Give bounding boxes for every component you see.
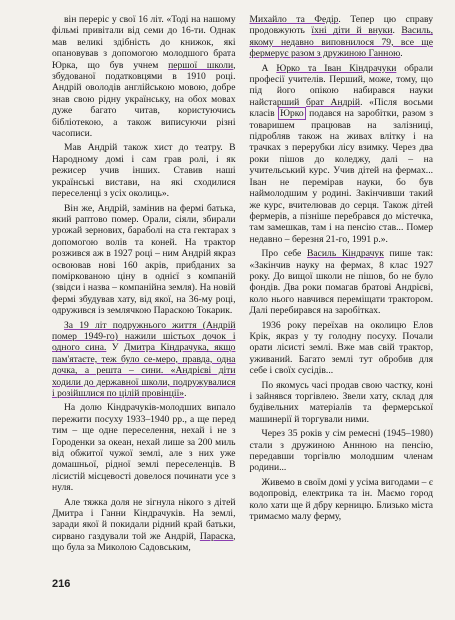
text-run: . [400,48,403,60]
underlined-text: першої школи [168,59,234,71]
paragraph [250,428,434,474]
underlined-text: Василь, якому недавно виповнилося 79, все ще фермерує разом з дружиною Ганною [249,25,433,60]
underlined-text: Михайло та Федір [249,14,339,25]
text-run: пише так: «Закінчив науку на фермах, 8 клас 1927 року. До вищої школи не пішов, бо не було фондів. Два роки помагав братові Андрієві, коло нього навчився переміщати трактором. Далі перебирався на заробітках. [249,248,434,317]
text-run: , збудованої податковцями в 1910 році. Андрій оволодів англійською мовою, добре знав свою рідну українську, на обох мовах дуже багато читав, користуючись бібліотекою, а також виписуючи різні часописи. [52,59,236,140]
text-run: У [106,342,124,354]
boxed-text: Юрко [280,108,304,120]
text-run: . [184,388,187,399]
text-run: На долю Кіндрачуків-молодших випало пережити посуху 1933–1940 рр., а ще перед тим – ще одне переселення, нехай і не з Городенки за океан, нехай лише за 200 миль від обжитої чужої землі, але з них уже домашньої, рідної землі переселенців. В лісистій місцевості довелося починати усе з нуля. [52,402,236,494]
underlined-text: Параска [199,530,234,542]
text-run: . «Після восьми класів [249,96,433,120]
left-column [52,14,236,557]
underlined-text: За 19 літ подружнього життя (Андрій помер 1949-го) нажили шістьох дочок і одного сина. [52,319,236,354]
text-run: , що була за Миколою Садовським, [52,530,236,554]
underlined-text: брат Андрій [305,96,361,108]
text-run: По якомусь часі продав свою частку, коні і зайнявся торгівлею. Звели хату, склад для будівельних матеріалів та фермерської машинерії й торгували ними. [249,379,433,425]
text-run: А [261,62,277,74]
underlined-text: Василь Кіндрачук [306,248,384,260]
paragraph [52,203,236,317]
text-columns [52,14,433,557]
underlined-text: Дмитра Кіндрачука [123,342,207,354]
paragraph [250,14,434,60]
underlined-text: , якщо пам'ятаєте, теж було се-меро, правда, одна дочка, а решта – сини [52,342,236,377]
text-run: Про себе [261,248,307,260]
text-run: обрали професії учителів. Перший, може, тому, що під його опікою набирався науки найстарший [249,62,433,108]
paragraph [250,320,434,377]
underlined-text: . «Андрієві діти ходили до державної школи, подружувалися і розійшлися по цілій провінції» [52,365,236,399]
text-run: Мав Андрій також хист до театру. В Народному домі і сам грав ролі, і як режисер учив інших. Ставив наші українські вистави, на які сходилися переселенці з усіх околиць». [52,142,236,200]
text-run: Живемо в своїм домі у усіма вигодами – є водопровід, електрика та ін. Маємо город коло хати ще й дбру керницю. Близько міста тримаємо малу ферму, [249,476,433,523]
underlined-text: їхні діти й внуки [311,25,393,37]
text-run: Через 35 років у сім ремесні (1945–1980) стали з дружиною Аннною на пенсію, передавши торгівлю молодшим членам родини... [249,428,433,474]
text-run: подався на заробітки, разом з товаришем працював на залізниці, підробляв також на живах влітку і на трачках з перерубки лісу взимку. Через два роки пішов до коледжу, далі – на учительський курс. Учив дітей на фермах... Іван не перемірав науки, бо був наймолодшим у родині. Закінчивши такий же курс, вчителював до серця. Також дітей фермерів, а пізніше перебрався до містечка, там замешкав, там і на пенсію став... Помер недавно – березня 21-го, 1991 р.». [249,108,433,245]
text-run: . [392,25,402,37]
paragraph [52,497,236,554]
text-run: Він же, Андрій, замінив на фермі батька, який раптово помер. Орали, сіяли, збирали урожай зернових, бараболі на ста гектарах з допомогою волів та коней. На трактор розжився аж в 1927 році – ним Андрій якраз освоював нові 160 акрів, прибданих за поміркованою ціну в однієї з компаній (звідси і назва – компанійна земля). На новій фермі збудував хату, від якої, на 36-му році, одружився із землячкою Параскою Токарик. [52,202,236,317]
text-run: . Тепер цю справу продовжують [249,14,433,37]
underlined-text: Юрко та Іван Кіндрачуки [276,62,397,74]
text-run: він переріс у свої 16 літ. «Тоді на нашому фільмі привітали від семи до 16-ти. Однак мав великі здібність до книжок, які опановував з допомогою молодшого брата Юрка, що був учнем [52,14,236,71]
paragraph [52,14,236,139]
text-run: Але тяжка доля не зігнула нікого з дітей Дмитра і Ганни Кіндрачуків. На землі, заради якої й покидали рідний край батьки, сирвано газдували той же Андрій, [52,496,236,542]
paragraph [52,142,236,199]
paragraph [250,63,434,246]
paragraph [250,380,434,426]
paragraph [52,402,236,493]
right-column [250,14,434,557]
paragraph [250,477,434,523]
paragraph [52,320,236,400]
page-number: 216 [52,578,71,590]
text-run: 1936 року переїхав на околицю Елов Крік, якраз у ту голодну посуху. Почали орати лісисті землі. Вже мав свій трактор, уживаний. Багато землі тут обробив для себе і своїх сусідів... [249,319,433,377]
paragraph [250,248,434,316]
